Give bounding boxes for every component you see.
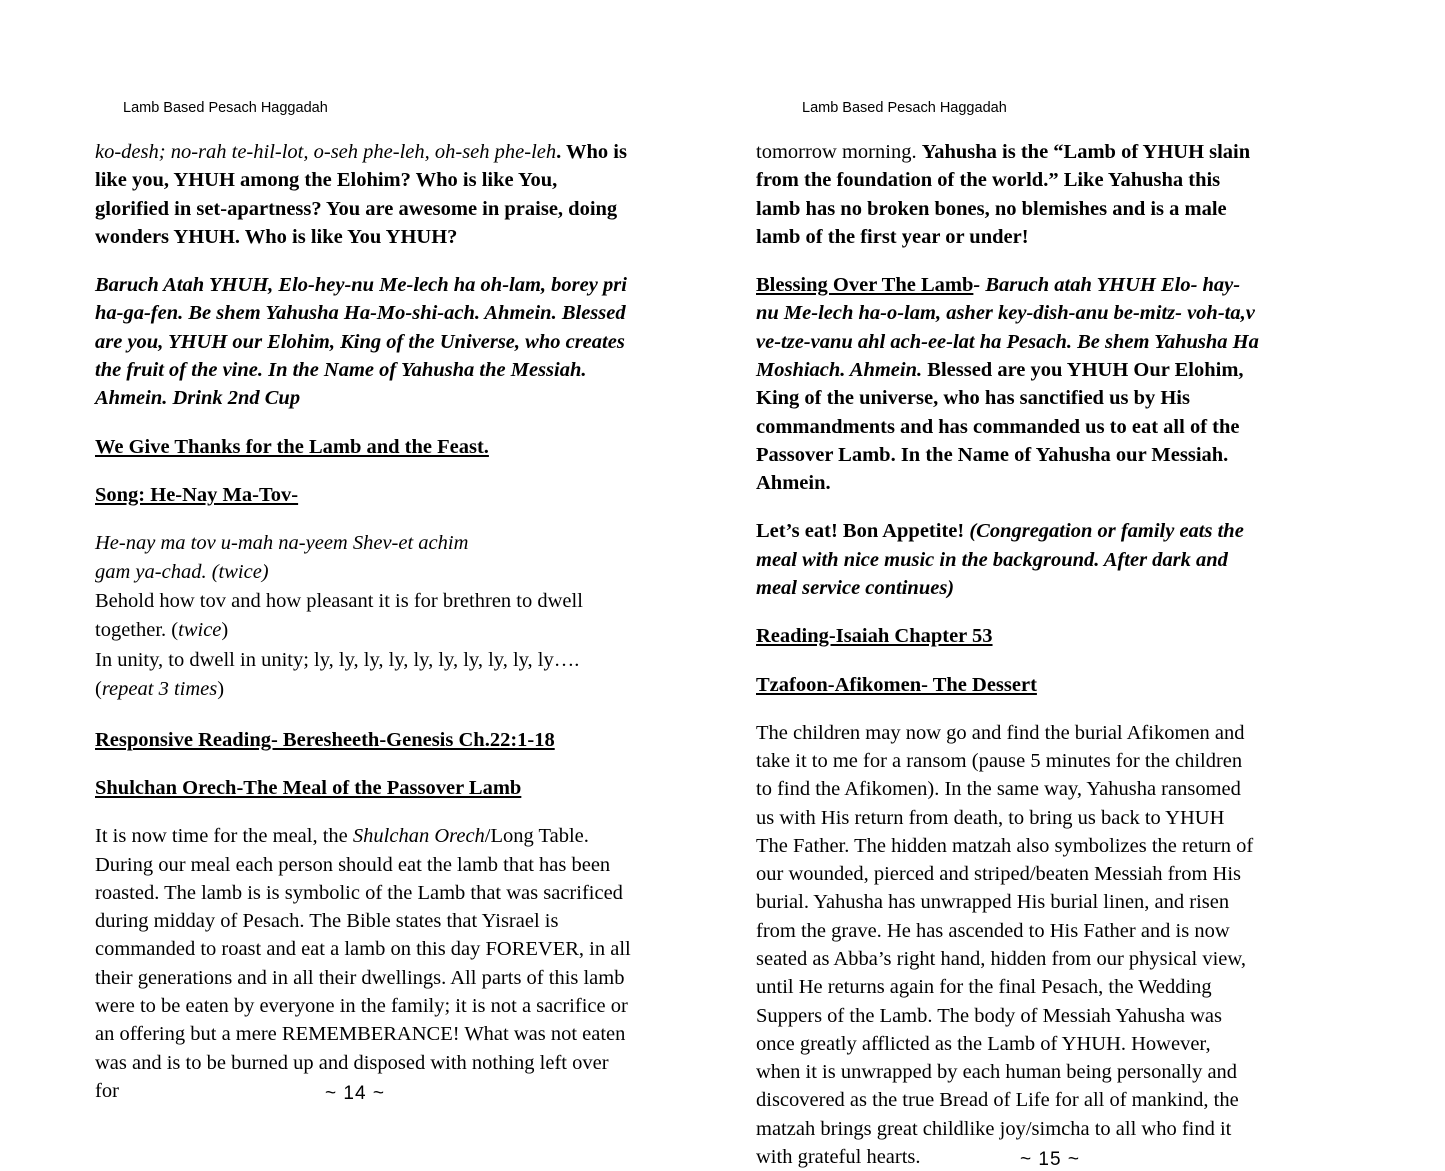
song-line-6-italic: repeat 3 times [101,677,218,700]
paragraph-dessert: The children may now go and find the burial Afikomen and take it to me for a ransom (pause 5 minutes for the children to find the Afikomen). In the same way, Yahusha ransomed us with His return from death, to bring us back to YHUH The Father. The hidden matzah also symbolizes the return of our wounded, pierced and striped/beaten Messiah from His burial. Yahusha has unwrapped His burial linen, and risen from the grave. He has ascended to His Father and is now seated as Abba’s right hand, hidden from our physical view, until He returns again for the final Pesach, the Wedding Suppers of the Lamb. The body of Messiah Yahusha was once greatly afflicted as the Lamb of YHUH. However, when it is unwrapped by each human being personally and discovered as the true Bread of Life for all of mankind, the matzah brings great childlike joy/simcha to all who find it with grateful hearts. [756,721,1254,1168]
song-line-5 [95,646,635,675]
paragraph-blessing-over-lamb [756,271,1260,497]
paragraph-kodesh-italic: ko-desh; no-rah te-hil-lot, o-seh phe-leh, oh-seh phe-leh [95,141,557,163]
paragraph-tomorrow-bold: Yahusha is the “Lamb of YHUH slain from the foundation of the world.” Like Yahusha this lamb has no broken bones, no blemishes and is a male lamb of the first year or under! [756,141,1251,248]
folio-right: ~ 15 ~ [1020,1149,1080,1171]
paragraph-baruch-atah: Baruch Atah YHUH, Elo-hey-nu Me-lech ha oh-lam, borey pri ha-ga-fen. Be shem Yahusha Ha-Mo-shi-ach. Ahmein. Blessed are you, YHUH our Elohim, King of the Universe, who creates the fruit of the vine. In the Name of Yahusha the Messiah. Ahmein. Drink 2nd Cup [95,274,627,410]
paragraph-lets-eat [756,517,1260,602]
song-line-2 [95,558,635,587]
lets-eat-bold-italic: (Congregation or family eats the meal with nice music in the background. After dark and meal service continues) [756,520,1244,599]
running-head-right: Lamb Based Pesach Haggadah [802,100,1007,116]
heading-responsive-reading: Responsive Reading- Beresheeth-Genesis Ch.22:1-18 [95,728,555,751]
song-line-2-italic: gam ya-chad. (twice) [95,561,269,584]
song-line-5-text: In unity, to dwell in unity; ly, ly, ly, ly, ly, ly, ly, ly, ly, ly…. [95,648,580,671]
song-line-3 [95,587,635,616]
paragraph-meal [95,822,635,1105]
heading-shulchan-orech: Shulchan Orech-The Meal of the Passover Lamb [95,777,522,800]
heading-song-henay-matov: Song: He-Nay Ma-Tov- [95,483,299,506]
song-lyrics [95,529,635,704]
song-line-4 [95,616,635,645]
paragraph-tomorrow-morning [756,138,1260,251]
song-line-1 [95,529,635,558]
song-line-6-open: ( [95,677,102,700]
page-left-content [95,138,635,1105]
heading-we-give-thanks: We Give Thanks for the Lamb and the Feast. [95,435,489,458]
song-line-1-italic: He-nay ma tov u-mah na-yeem Shev-et achim [95,532,469,555]
page-left [95,100,635,1105]
paragraph-meal-italic: Shulchan Orech [352,825,485,848]
song-line-3-text: Behold how tov and how pleasant it is for brethren to dwell [95,590,583,613]
blessing-bold-italic: - Baruch atah YHUH Elo- hay-nu Me-lech ha-o-lam, asher key-dish-anu be-mitz- voh-ta,v ve-tze-vanu ahl ach-ee-lat ha Pesach. Be shem Yahusha Ha Moshiach. Ahmein. [756,274,1259,381]
heading-blessing-over-the-lamb: Blessing Over The Lamb [756,274,974,297]
page-right [720,100,1260,1171]
song-line-6-close: ) [217,677,225,700]
paragraph-kodesh-bold: . Who is like you, YHUH among the Elohim? Who is like You, glorified in set-apartness? You are awesome in praise, doing wonders YHUH. Who is like You YHUH? [95,141,627,248]
folio-left: ~ 14 ~ [325,1083,385,1105]
paragraph-tomorrow-plain: tomorrow morning. [756,141,922,163]
heading-tzafoon-afikomen: Tzafoon-Afikomen- The Dessert [756,673,1037,696]
paragraph-meal-post: /Long Table. During our meal each person should eat the lamb that has been roasted. The lamb is is symbolic of the Lamb that was sacrificed during midday of Pesach. The Bible states that Yisrael is commanded to roast and eat a lamb on this day FOREVER, in all their generations and in all their dwellings. All parts of this lamb were to be eaten by everyone in the family; it is not a sacrifice or an offering but a mere REMEMBERANCE! What was not eaten was and is to be burned up and disposed with nothing left over for [95,825,631,1102]
blessing-bold: Blessed are you YHUH Our Elohim, King of the universe, who has sanctified us by His commandments and has commanded us to eat all of the Passover Lamb. In the Name of Yahusha our Messiah. Ahmein. [756,358,1244,495]
song-line-4-italic: twice [178,619,222,642]
song-line-4-tail: ) [221,619,229,642]
song-line-6 [95,675,635,704]
song-line-4-text: together. ( [95,619,179,642]
paragraph-kodesh [95,138,635,251]
page-right-content [756,138,1260,1171]
running-head-left: Lamb Based Pesach Haggadah [123,100,328,116]
heading-reading-isaiah: Reading-Isaiah Chapter 53 [756,625,993,648]
lets-eat-bold: Let’s eat! Bon Appetite! [756,520,970,543]
paragraph-meal-pre: It is now time for the meal, the [95,825,353,848]
